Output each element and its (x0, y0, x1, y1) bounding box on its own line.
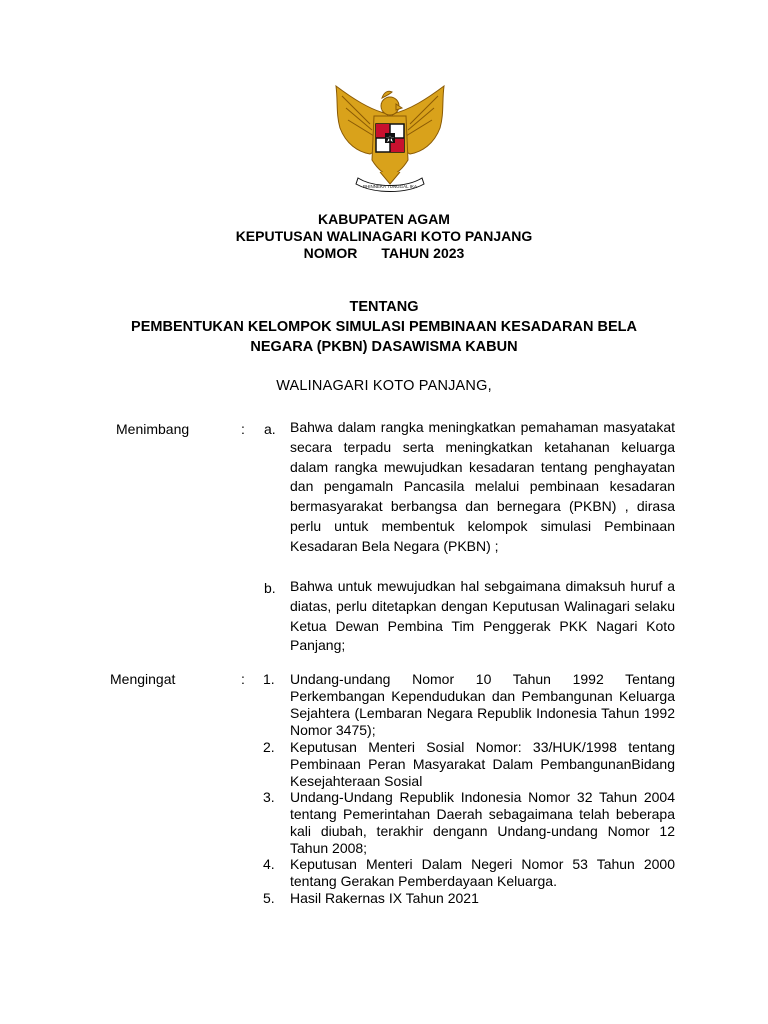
decree-title: KEPUTUSAN WALINAGARI KOTO PANJANG (235, 228, 533, 244)
mengingat-item-5: Hasil Rakernas IX Tahun 2021 (290, 890, 479, 906)
mengingat-marker-5: 5. (263, 890, 275, 906)
subject-block (0, 297, 768, 357)
tentang-label: TENTANG (349, 299, 419, 315)
document-header (0, 211, 768, 262)
menimbang-item-b: Bahwa untuk mewujudkan hal sebgaimana dimaksuh huruf a diatas, perlu ditetapkan dengan Keputusan Walinagari selaku Ketua Dewan Pembina Tim Penggerak PKK Nagari Koto Panjang; (290, 578, 675, 654)
mengingat-item-1: Undang-undang Nomor 10 Tahun 1992 Tentang Perkembangan Kependudukan dan Pembangunan Keluarga Sejahtera (Lembaran Negara Republik Indonesia Tahun 1992 Nomor 3475); (290, 671, 675, 738)
menimbang-colon: : (241, 421, 245, 437)
issuer-line: WALINAGARI KOTO PANJANG, (276, 378, 492, 394)
mengingat-item-4: Keputusan Menteri Dalam Negeri Nomor 53 Tahun 2000 tentang Gerakan Pemberdayaan Keluarga. (290, 856, 675, 889)
nomor-label: NOMOR (303, 245, 358, 261)
decree-number (0, 245, 768, 262)
mengingat-marker-4: 4. (263, 856, 275, 872)
regency-name: KABUPATEN AGAM (318, 211, 450, 227)
tahun-label: TAHUN 2023 (381, 245, 465, 261)
menimbang-item-a: Bahwa dalam rangka meningkatkan pemahaman masyatakat secara terpadu serta meningkatkan ketahanan keluarga dalam rangka mewujudkan kesadaran tentang penghayatan dan pengamaln Pancasila melalui pembinaan kesadaran bermasyarakat berbangsa dan bernegara (PKBN) , dirasa perlu untuk membentuk kelompok simulasi Pembinaan Kesadaran Bela Negara (PKBN) ; (290, 419, 675, 554)
menimbang-marker-a: a. (264, 421, 276, 437)
mengingat-colon: : (241, 671, 245, 687)
menimbang-marker-b: b. (264, 580, 276, 596)
mengingat-item-2: Keputusan Menteri Sosial Nomor: 33/HUK/1998 tentang Pembinaan Peran Masyarakat Dalam PembangunanBidang Kesejahteraan Sosial (290, 739, 675, 789)
menimbang-label: Menimbang (116, 421, 190, 437)
mengingat-item-3: Undang-Undang Republik Indonesia Nomor 32 Tahun 2004 tentang Pemerintahan Daerah sebagaimana telah beberapa kali diubah, terakhir dengann Undang-undang Nomor 12 Tahun 2008; (290, 789, 675, 856)
garuda-pancasila-icon (330, 84, 450, 196)
mengingat-marker-3: 3. (263, 789, 275, 805)
mengingat-marker-1: 1. (263, 671, 275, 687)
emblem-motto: BHINNEKA TUNGGAL IKA (362, 184, 418, 189)
subject-line-1: PEMBENTUKAN KELOMPOK SIMULASI PEMBINAAN KESADARAN BELA (131, 319, 637, 335)
mengingat-label: Mengingat (110, 671, 176, 687)
subject-line-2: NEGARA (PKBN) DASAWISMA KABUN (250, 339, 518, 355)
mengingat-marker-2: 2. (263, 739, 275, 755)
